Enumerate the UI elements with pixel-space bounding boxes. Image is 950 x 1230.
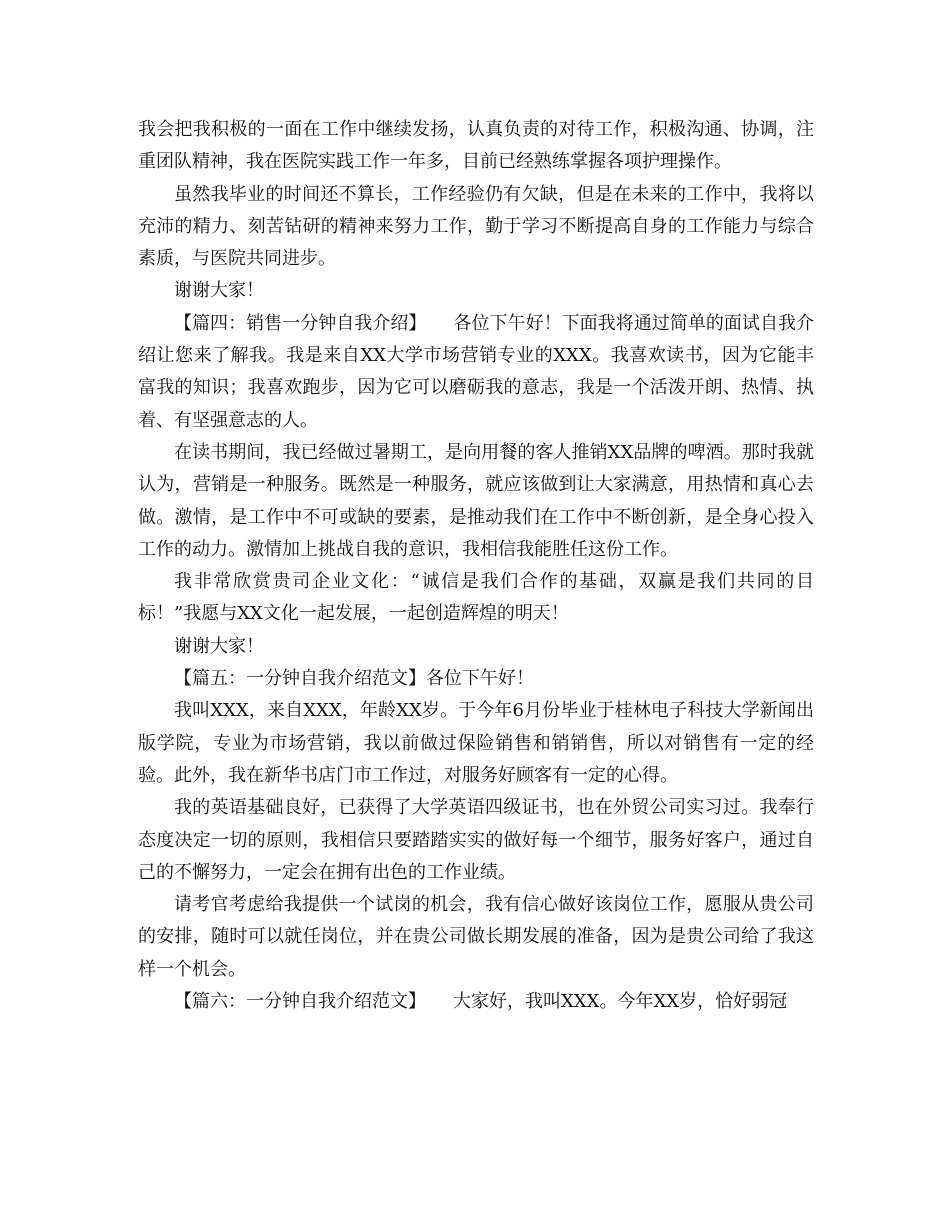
paragraph-12: 【篇六：一分钟自我介绍范文】 大家好，我叫XXX。今年XX岁，恰好弱冠	[174, 991, 788, 1013]
paragraph-4: 【篇四：销售一分钟自我介绍】 各位下午好！下面我将通过简单的面试自我介绍让您来了解我。我是来自XX大学市场营销专业的XXX。我喜欢读书，因为它能丰富我的知识；我喜欢跑步，因为它可以磨砺我的意志，我是一个活泼开朗、热情、执着、有坚强意志的人。	[138, 312, 814, 431]
paragraph-10: 我的英语基础良好，已获得了大学英语四级证书，也在外贸公司实习过。我奉行态度决定一切的原则，我相信只要踏踏实实的做好每一个细节，服务好客户，通过自己的不懈努力，一定会在拥有出色的工作业绩。	[138, 797, 814, 883]
paragraph-6: 我非常欣赏贵司企业文化：“诚信是我们合作的基础，双赢是我们共同的目标！”我愿与XX文化一起发展，一起创造辉煌的明天！	[138, 571, 814, 625]
paragraph-3: 谢谢大家！	[174, 280, 264, 302]
paragraph-1: 我会把我积极的一面在工作中继续发扬，认真负责的对待工作，积极沟通、协调，注重团队精神，我在医院实践工作一年多，目前已经熟练掌握各项护理操作。	[138, 119, 814, 173]
paragraph-8: 【篇五：一分钟自我介绍范文】各位下午好！	[174, 668, 534, 690]
paragraph-5: 在读书期间，我已经做过暑期工，是向用餐的客人推销XX品牌的啤酒。那时我就认为，营销是一种服务。既然是一种服务，就应该做到让大家满意，用热情和真心去做。激情，是工作中不可或缺的要素，是推动我们在工作中不断创新，是全身心投入工作的动力。激情加上挑战自我的意识，我相信我能胜任这份工作。	[138, 441, 814, 560]
paragraph-7: 谢谢大家！	[174, 635, 264, 657]
paragraph-9: 我叫XXX，来自XXX，年龄XX岁。于今年6月份毕业于桂林电子科技大学新闻出版学院，专业为市场营销，我以前做过保险销售和销销售，所以对销售有一定的经验。此外，我在新华书店门市工作过，对服务好顾客有一定的心得。	[138, 700, 814, 786]
document-body	[138, 114, 814, 1018]
paragraph-11: 请考官考虑给我提供一个试岗的机会，我有信心做好该岗位工作，愿服从贵公司的安排，随时可以就任岗位，并在贵公司做长期发展的准备，因为是贵公司给了我这样一个机会。	[138, 894, 814, 980]
paragraph-2: 虽然我毕业的时间还不算长，工作经验仍有欠缺，但是在未来的工作中，我将以充沛的精力、刻苦钻研的精神来努力工作，勤于学习不断提高自身的工作能力与综合素质，与医院共同进步。	[138, 183, 814, 270]
